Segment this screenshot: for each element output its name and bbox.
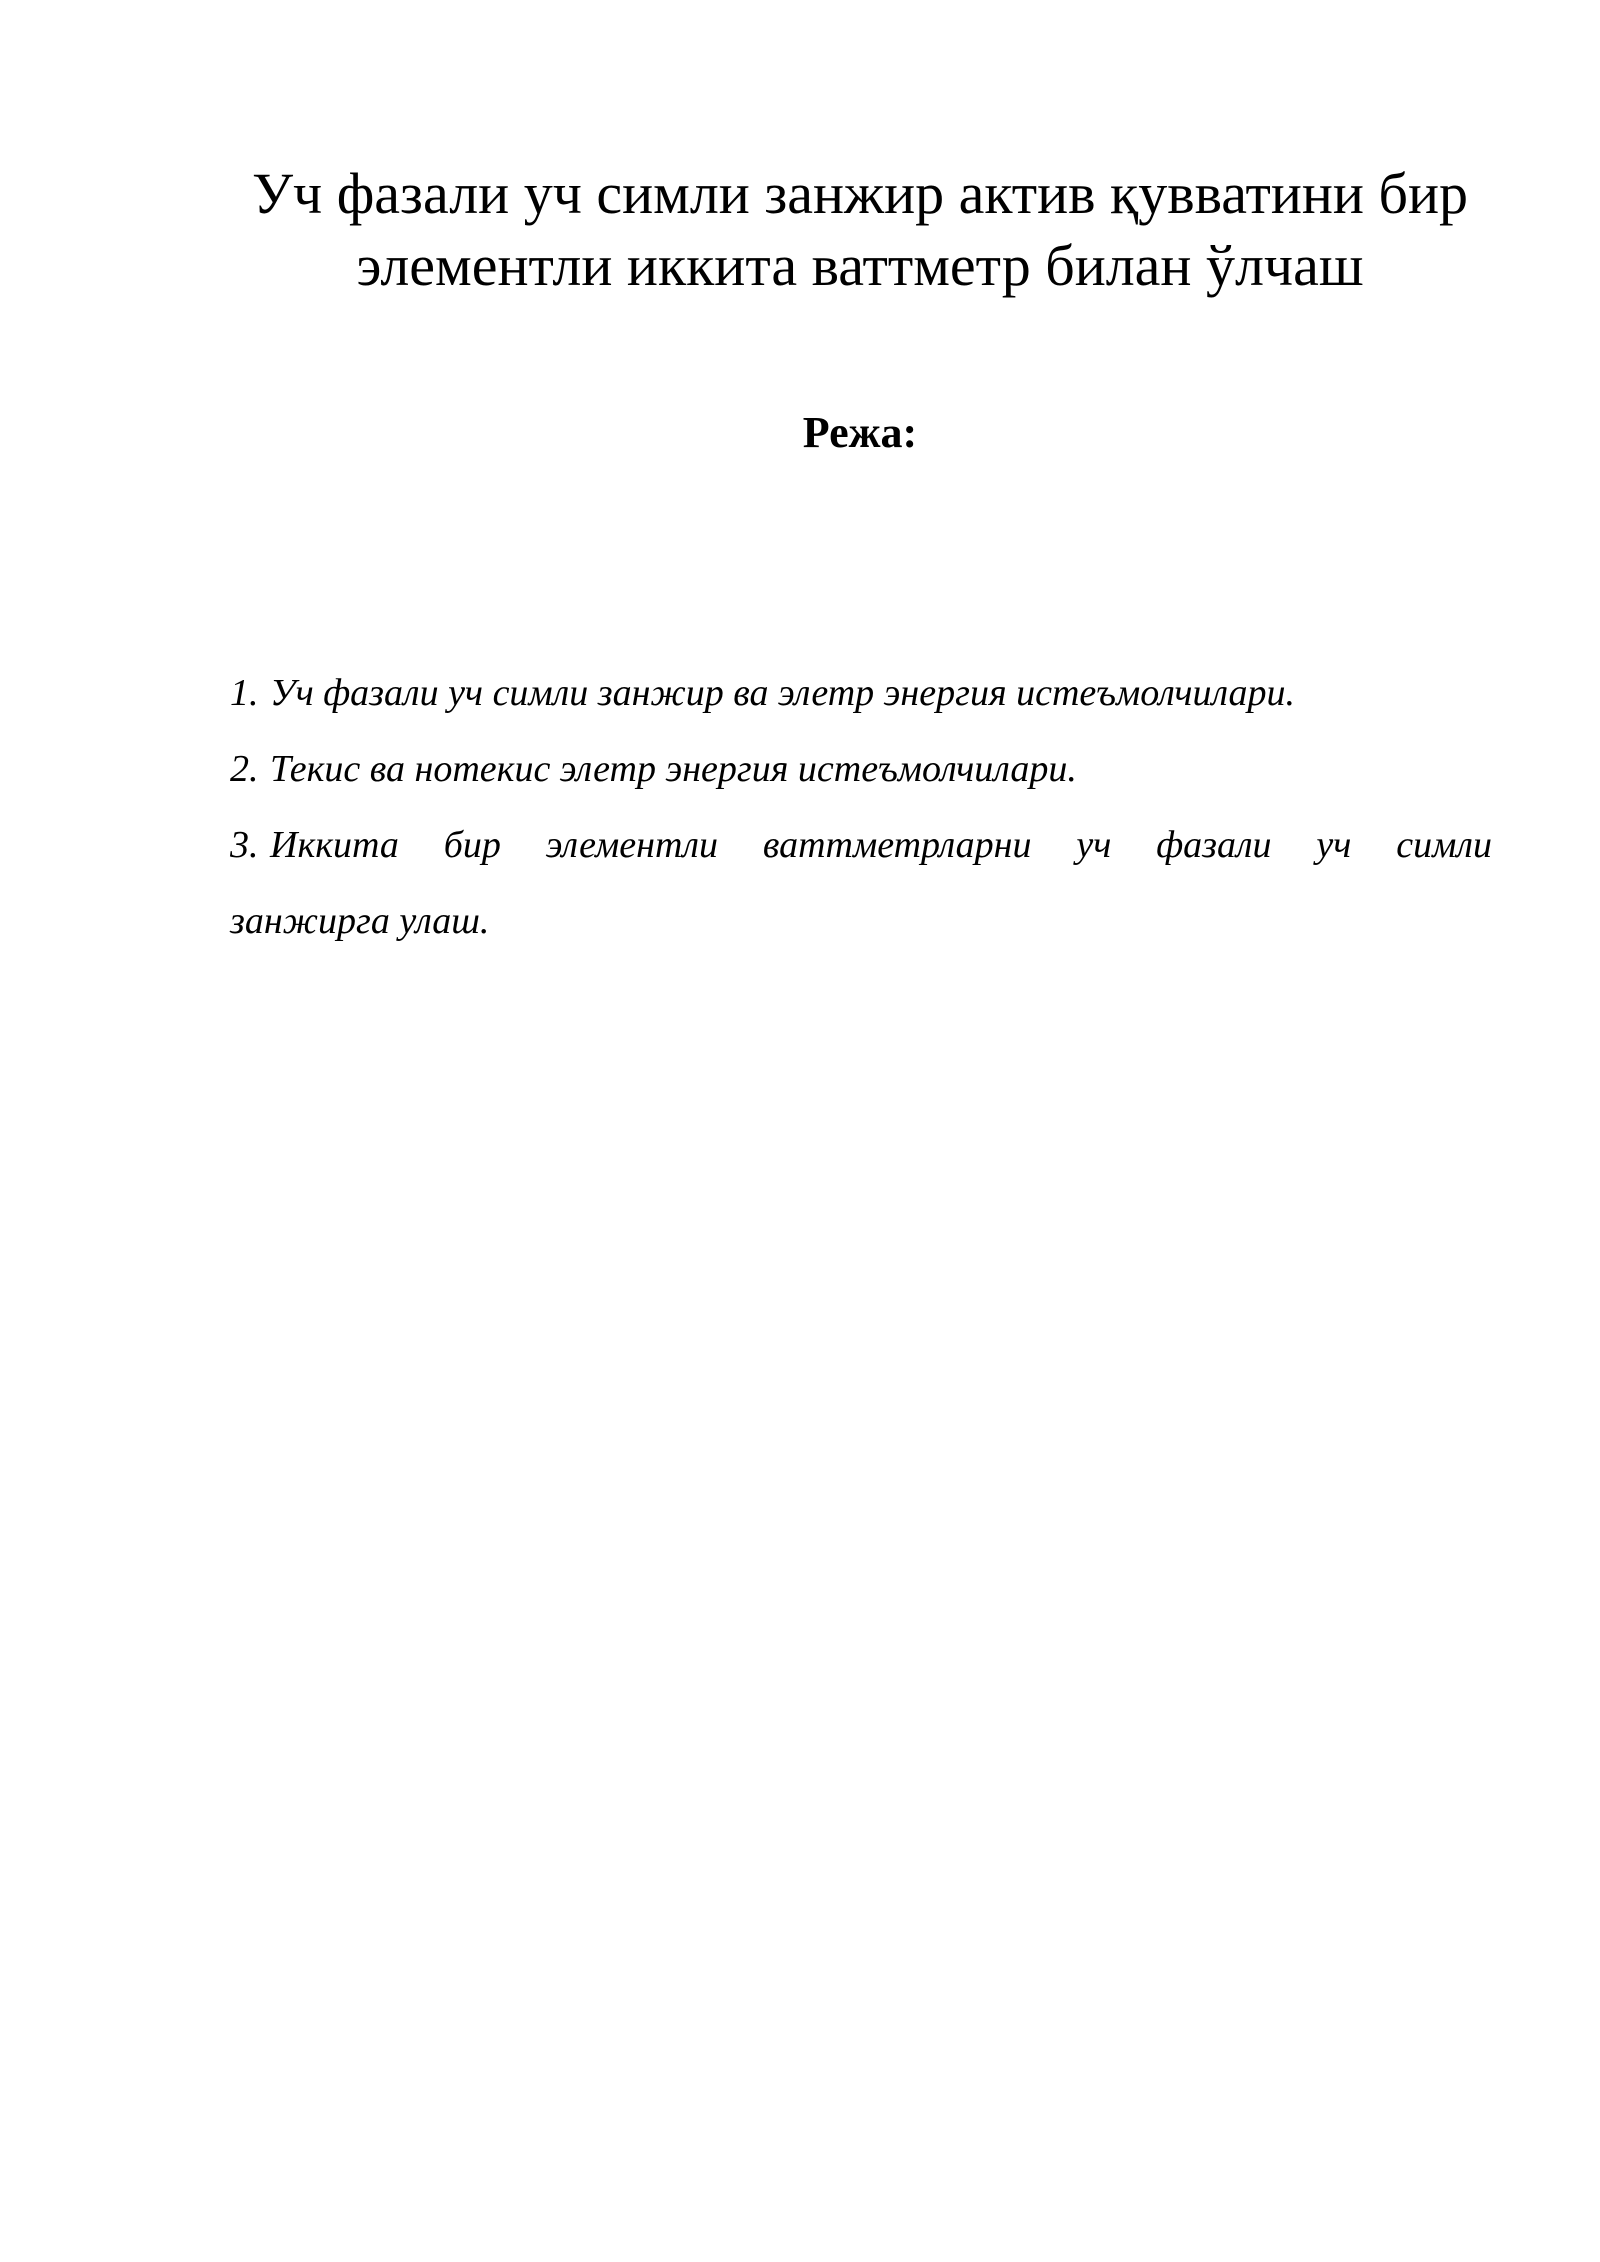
plan-word: уч	[1076, 824, 1112, 866]
plan-item-3-line-1	[230, 807, 1492, 883]
plan-list	[230, 655, 1492, 959]
document-title	[200, 158, 1520, 302]
plan-item-text: Уч фазали уч симли занжир ва элетр энергия истеъмолчилари.	[270, 672, 1296, 714]
plan-word: фазали	[1156, 824, 1272, 866]
plan-item-3-line-2: занжирга улаш.	[230, 900, 490, 942]
plan-item-text: Текис ва нотекис элетр энергия истеъмолчилари.	[270, 748, 1077, 790]
plan-heading: Режа:	[802, 408, 918, 457]
plan-item-number: 1.	[230, 672, 259, 714]
plan-word: элементли	[545, 824, 718, 866]
plan-word: симли	[1396, 824, 1492, 866]
title-line-1: Уч фазали уч симли занжир актив қувватини бир	[251, 161, 1469, 226]
title-line-2: элементли иккита ваттметр билан ўлчаш	[356, 233, 1364, 298]
plan-word: ваттметрларни	[762, 824, 1032, 866]
plan-item-3-words	[270, 807, 1492, 883]
plan-item-number: 2.	[230, 748, 259, 790]
plan-word: уч	[1316, 824, 1352, 866]
plan-item-3	[230, 807, 1492, 959]
plan-word: Иккита	[270, 824, 399, 866]
plan-word: бир	[443, 824, 501, 866]
plan-item-1	[230, 655, 1492, 731]
plan-item-number: 3.	[230, 824, 259, 866]
plan-item-2	[230, 731, 1492, 807]
